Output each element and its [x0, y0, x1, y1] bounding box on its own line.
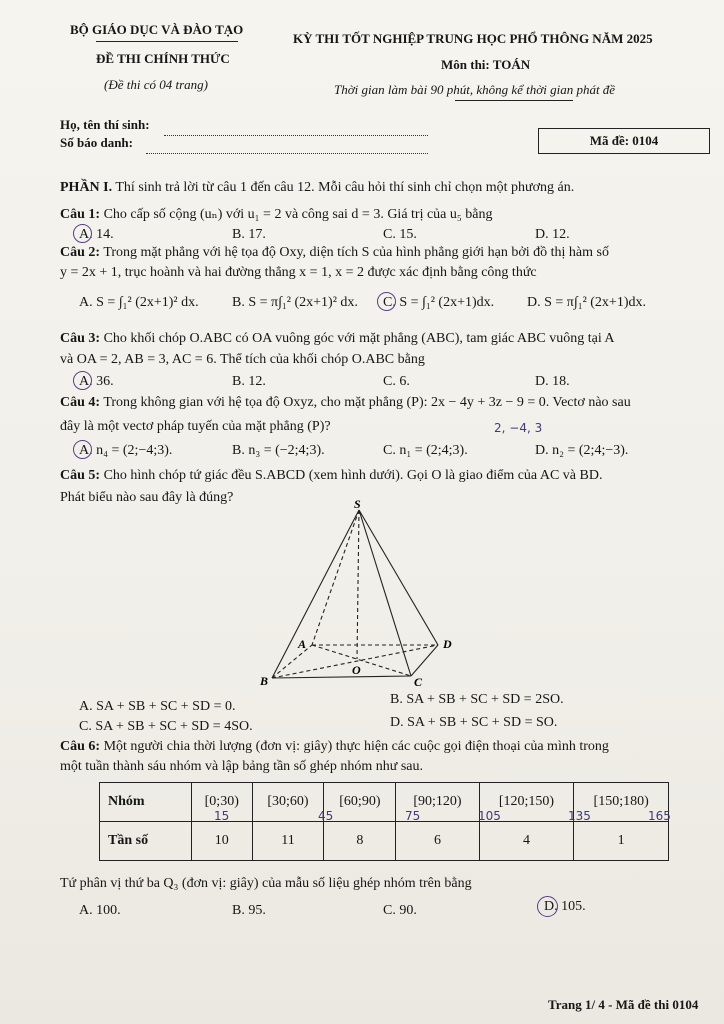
table-cell-freq: 10: [192, 822, 253, 861]
table-cell-freq: 1: [574, 822, 669, 861]
label-d: D: [443, 637, 452, 651]
ministry-name: BỘ GIÁO DỤC VÀ ĐÀO TẠO: [70, 22, 244, 37]
q3-text-line1: Cho khối chóp O.ABC có OA vuông góc với mặt phẳng (ABC), tam giác ABC vuông tại A: [103, 331, 615, 346]
table-header-freqs: Tần số: [100, 822, 192, 861]
q1-selected-mark: [73, 224, 92, 243]
pyramid-figure: [250, 498, 480, 698]
official-label: ĐỀ THI CHÍNH THỨC: [96, 51, 230, 66]
q3-option-b[interactable]: B. 12.: [232, 374, 266, 389]
q4-option-d[interactable]: D. n₂ = (2;4;−3).: [535, 443, 629, 458]
candidate-number-label: Số báo danh:: [60, 135, 133, 150]
edge-so: [357, 510, 359, 659]
table-cell-group: [30;60): [252, 783, 324, 822]
q2-option-b[interactable]: B. S = π∫₁² (2x+1)² dx.: [232, 295, 358, 310]
time-note: Thời gian làm bài 90 phút, không kể thời gian phát đề: [334, 82, 616, 97]
q5-option-c[interactable]: C. SA + SB + SC + SD = 4SO.: [79, 719, 253, 734]
time-underline: [455, 100, 573, 101]
q2-text-line1: Trong mặt phẳng với hệ tọa độ Oxy, diện tích S của hình phẳng giới hạn bởi đồ thị hàm số: [103, 245, 609, 260]
q3-selected-mark: [73, 371, 92, 390]
label-s: S: [354, 498, 361, 511]
table-cell-freq: 6: [396, 822, 479, 861]
q6-option-d[interactable]: D. 105.: [544, 899, 586, 914]
q2-stem-line1: [60, 245, 609, 261]
candidate-name-field[interactable]: [164, 125, 428, 136]
table-cell-group: [0;30): [192, 783, 253, 822]
pen-midpoint: 165: [648, 809, 671, 823]
edge-bc: [272, 676, 411, 678]
q6-question: Tứ phân vị thứ ba Q₃ (đơn vị: giây) của mẫu số liệu ghép nhóm trên bằng: [60, 876, 472, 891]
q1-text: Cho cấp số cộng (uₙ) với u₁ = 2 và công sai d = 3. Giá trị của u₅ bằng: [103, 207, 493, 222]
q5-text-line1: Cho hình chóp tứ giác đều S.ABCD (xem hình dưới). Gọi O là giao điểm của AC và BD.: [103, 468, 603, 483]
pen-midpoint: 105: [478, 809, 501, 823]
q4-option-c[interactable]: C. n₁ = (2;4;3).: [383, 443, 468, 458]
q2-stem-line2: y = 2x + 1, trục hoành và hai đường thẳng x = 1, x = 2 được xác định bằng công thức: [60, 265, 537, 280]
exam-title: KỲ THI TỐT NGHIỆP TRUNG HỌC PHỔ THÔNG NĂM 2025: [293, 31, 653, 46]
q6-option-b[interactable]: B. 95.: [232, 903, 266, 918]
part1-heading: [60, 180, 574, 196]
q4-selected-mark: [73, 440, 92, 459]
label-o: O: [352, 663, 361, 677]
q6-option-a[interactable]: A. 100.: [79, 903, 121, 918]
q6-text-line1: Một người chia thời lượng (đơn vị: giây) thực hiện các cuộc gọi điện thoại của mình trong: [103, 739, 609, 754]
q1-option-c[interactable]: C. 15.: [383, 227, 417, 242]
table-cell-freq: 4: [479, 822, 574, 861]
q6-label: Câu 6:: [60, 739, 101, 754]
q3-label: Câu 3:: [60, 331, 101, 346]
table-row-freqs: [100, 822, 669, 861]
q2-option-d[interactable]: D. S = π∫₁² (2x+1)dx.: [527, 295, 646, 310]
ministry-underline: [96, 41, 238, 42]
subject-label: Môn thi: TOÁN: [441, 57, 531, 72]
pen-midpoint: 15: [214, 809, 230, 823]
q6-option-c[interactable]: C. 90.: [383, 903, 417, 918]
table-cell-group: [150;180): [574, 783, 669, 822]
q3-stem-line2: và OA = 2, AB = 3, AC = 6. Thể tích của khối chóp O.ABC bằng: [60, 352, 425, 367]
label-a: A: [298, 637, 307, 651]
edge-sa: [312, 510, 359, 645]
q4-stem-line1: [60, 395, 631, 411]
q2-option-a[interactable]: A. S = ∫₁² (2x+1)² dx.: [79, 295, 199, 310]
pen-midpoint: 45: [318, 809, 334, 823]
q5-stem-line1: [60, 468, 602, 484]
candidate-number-field[interactable]: [146, 143, 428, 154]
q3-option-d[interactable]: D. 18.: [535, 374, 570, 389]
q3-option-c[interactable]: C. 6.: [383, 374, 410, 389]
q6-stem-line2: một tuần thành sáu nhóm và lập bảng tần số ghép nhóm như sau.: [60, 759, 423, 774]
q5-option-b[interactable]: B. SA + SB + SC + SD = 2SO.: [390, 692, 564, 707]
part1-instruction: Thí sinh trả lời từ câu 1 đến câu 12. Mỗi câu hỏi thí sinh chỉ chọn một phương án.: [115, 180, 575, 195]
q5-stem-line2: Phát biểu nào sau đây là đúng?: [60, 490, 234, 505]
edge-sc: [359, 510, 411, 676]
candidate-name-label: Họ, tên thí sinh:: [60, 117, 150, 132]
q1-stem: [60, 206, 493, 223]
pen-midpoint: 135: [568, 809, 591, 823]
q5-option-d[interactable]: D. SA + SB + SC + SD = SO.: [390, 715, 558, 730]
part1-title: PHẦN I.: [60, 180, 113, 195]
table-cell-freq: 8: [324, 822, 396, 861]
q3-option-a[interactable]: A. 36.: [79, 374, 114, 389]
table-cell-group: [60;90): [324, 783, 396, 822]
q1-option-d[interactable]: D. 12.: [535, 227, 570, 242]
q4-option-a[interactable]: A. n₄ = (2;−4;3).: [79, 443, 173, 458]
page-footer: Trang 1/ 4 - Mã đề thi 0104: [548, 997, 699, 1012]
edge-sb: [272, 510, 359, 678]
q5-label: Câu 5:: [60, 468, 101, 483]
table-cell-group: [120;150): [479, 783, 574, 822]
pages-note: (Đề thi có 04 trang): [104, 77, 208, 92]
exam-code-box: Mã đề: 0104: [538, 128, 710, 154]
q5-option-a[interactable]: A. SA + SB + SC + SD = 0.: [79, 699, 236, 714]
label-b: B: [260, 674, 269, 688]
pen-midpoint: 75: [405, 809, 421, 823]
label-c: C: [414, 675, 423, 689]
q3-stem-line1: [60, 331, 615, 347]
q2-label: Câu 2:: [60, 245, 101, 260]
q2-option-c[interactable]: C. S = ∫₁² (2x+1)dx.: [383, 295, 495, 310]
q1-option-a[interactable]: A. 14.: [79, 227, 114, 242]
table-header-groups: Nhóm: [100, 783, 192, 822]
q4-stem-line2: đây là một vectơ pháp tuyến của mặt phẳng (P)?: [60, 419, 331, 434]
edge-sd: [359, 510, 438, 645]
q2-selected-mark: [377, 292, 396, 311]
table-cell-group: [90;120): [396, 783, 479, 822]
q1-option-b[interactable]: B. 17.: [232, 227, 266, 242]
q4-pen-note: 2, −4, 3: [494, 421, 543, 435]
q1-label: Câu 1:: [60, 207, 101, 222]
q4-text-line1: Trong không gian với hệ tọa độ Oxyz, cho mặt phẳng (P): 2x − 4y + 3z − 9 = 0. Vectơ nào sau: [103, 395, 631, 410]
q4-label: Câu 4:: [60, 395, 101, 410]
table-cell-freq: 11: [252, 822, 324, 861]
q6-stem-line1: [60, 739, 609, 755]
q4-option-b[interactable]: B. n₃ = (−2;4;3).: [232, 443, 325, 458]
edge-cd: [411, 645, 438, 676]
q6-selected-mark: [537, 896, 558, 917]
